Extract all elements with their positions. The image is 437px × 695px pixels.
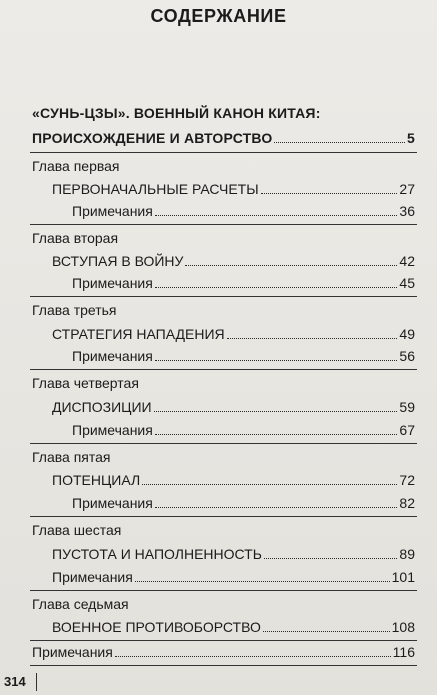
notes-page-number: 82 bbox=[399, 495, 415, 511]
dot-leader bbox=[155, 286, 398, 288]
divider bbox=[30, 516, 417, 517]
section-title: ПУСТОТА И НАПОЛНЕННОСТЬ bbox=[52, 546, 262, 562]
notes-page-number: 36 bbox=[399, 203, 415, 219]
dot-leader bbox=[264, 557, 398, 559]
section-title: ПОТЕНЦИАЛ bbox=[52, 472, 141, 488]
page-number-divider bbox=[36, 673, 37, 691]
chapter-6-notes bbox=[52, 568, 415, 586]
dot-leader bbox=[261, 192, 398, 194]
dot-leader bbox=[155, 359, 398, 361]
divider bbox=[30, 224, 417, 225]
intro-line-2 bbox=[32, 129, 415, 147]
chapter-3-label: Глава третья bbox=[32, 302, 117, 318]
section-page-number: 59 bbox=[399, 399, 415, 415]
intro-line-1 bbox=[32, 104, 415, 122]
notes-label: Примечания bbox=[32, 644, 113, 660]
section-page-number: 27 bbox=[399, 181, 415, 197]
section-page-number: 42 bbox=[399, 253, 415, 269]
divider bbox=[30, 590, 417, 591]
dot-leader bbox=[115, 655, 391, 657]
divider bbox=[30, 152, 417, 153]
chapter-4-notes bbox=[72, 421, 415, 439]
chapter-1-notes bbox=[72, 202, 415, 220]
chapter-2-label: Глава вторая bbox=[32, 230, 119, 246]
intro-page-number: 5 bbox=[407, 130, 415, 146]
chapter-1-label: Глава первая bbox=[32, 158, 120, 174]
chapter-4-section bbox=[52, 398, 415, 416]
chapter-5-notes bbox=[72, 494, 415, 512]
divider bbox=[30, 369, 417, 370]
chapter-1-section bbox=[52, 180, 415, 198]
dot-leader bbox=[154, 410, 398, 412]
dot-leader bbox=[263, 630, 390, 632]
dot-leader bbox=[142, 483, 397, 485]
chapter-5-section bbox=[52, 471, 415, 489]
chapter-4-label: Глава четвертая bbox=[32, 375, 139, 391]
chapter-3-notes bbox=[72, 347, 415, 365]
page-title: СОДЕРЖАНИЕ bbox=[150, 6, 287, 26]
notes-label: Примечания bbox=[72, 203, 153, 219]
section-title: ДИСПОЗИЦИИ bbox=[52, 399, 152, 415]
divider bbox=[30, 443, 417, 444]
divider bbox=[30, 665, 417, 666]
section-title: СТРАТЕГИЯ НАПАДЕНИЯ bbox=[52, 326, 225, 342]
notes-label: Примечания bbox=[72, 348, 153, 364]
intro-title-line-1: «СУНЬ-ЦЗЫ». ВОЕННЫЙ КАНОН КИТАЯ: bbox=[32, 105, 321, 121]
notes-page-number: 101 bbox=[391, 569, 415, 585]
chapter-3-section bbox=[52, 325, 415, 343]
page-number: 314 bbox=[4, 674, 26, 689]
section-title: ВОЕННОЕ ПРОТИВОБОРСТВО bbox=[52, 619, 261, 635]
dot-leader bbox=[227, 337, 398, 339]
notes-label: Примечания bbox=[72, 422, 153, 438]
chapter-5-label: Глава пятая bbox=[32, 449, 111, 465]
intro-title-line-2: ПРОИСХОЖДЕНИЕ И АВТОРСТВО bbox=[32, 130, 273, 146]
divider bbox=[30, 640, 417, 641]
section-page-number: 49 bbox=[399, 326, 415, 342]
chapter-2-section bbox=[52, 252, 415, 270]
chapter-2-notes bbox=[72, 274, 415, 292]
notes-label: Примечания bbox=[72, 275, 153, 291]
chapter-6-label: Глава шестая bbox=[32, 522, 122, 538]
notes-page-number: 45 bbox=[399, 275, 415, 291]
chapter-7-label: Глава седьмая bbox=[32, 596, 129, 612]
notes-page-number: 56 bbox=[399, 348, 415, 364]
notes-page-number: 67 bbox=[399, 422, 415, 438]
section-title: ВСТУПАЯ В ВОЙНУ bbox=[52, 253, 184, 269]
section-page-number: 72 bbox=[399, 472, 415, 488]
chapter-7-section bbox=[52, 618, 415, 636]
dot-leader bbox=[155, 506, 398, 508]
dot-leader bbox=[155, 433, 398, 435]
divider bbox=[30, 296, 417, 297]
dot-leader bbox=[274, 141, 405, 143]
chapter-6-section bbox=[52, 545, 415, 563]
dot-leader bbox=[135, 580, 390, 582]
notes-label: Примечания bbox=[52, 569, 133, 585]
section-page-number: 108 bbox=[391, 619, 415, 635]
dot-leader bbox=[185, 264, 397, 266]
dot-leader bbox=[155, 214, 398, 216]
final-notes bbox=[32, 643, 415, 661]
notes-label: Примечания bbox=[72, 495, 153, 511]
section-title: ПЕРВОНАЧАЛЬНЫЕ РАСЧЕТЫ bbox=[52, 181, 259, 197]
notes-page-number: 116 bbox=[392, 644, 415, 660]
section-page-number: 89 bbox=[399, 546, 415, 562]
